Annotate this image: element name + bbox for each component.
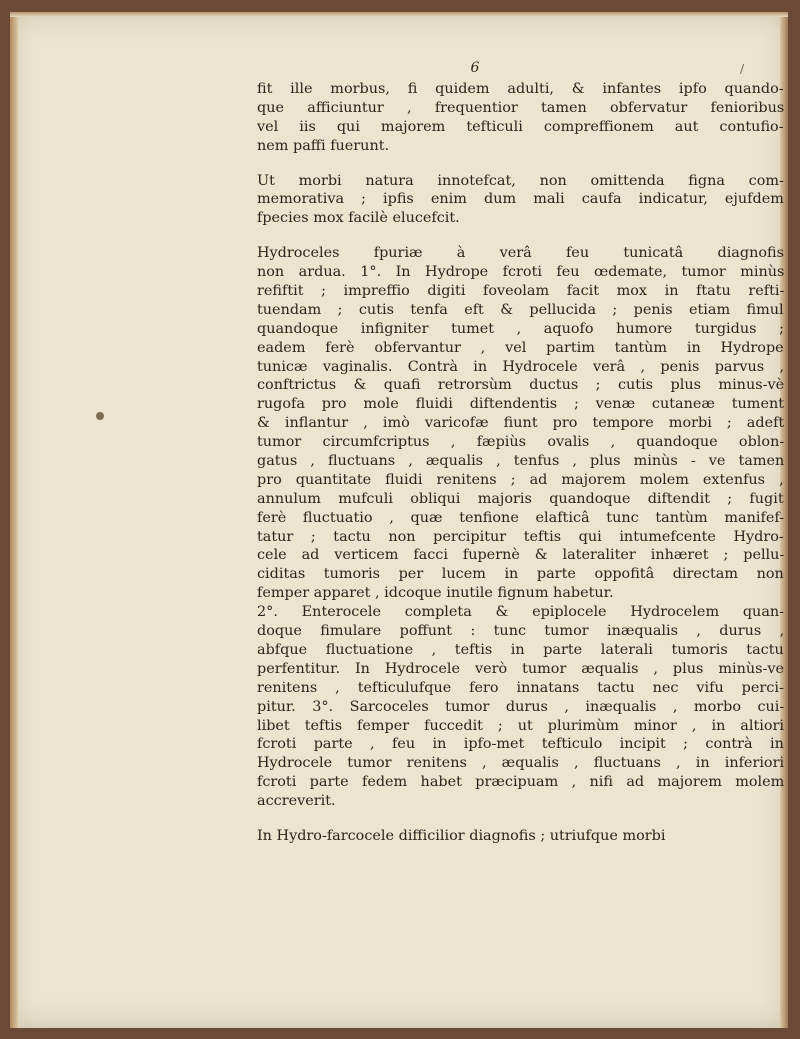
text-line: ciditas tumoris per lucem in parte oppofitâ directam non	[257, 566, 784, 583]
page-left-edge	[10, 12, 18, 1028]
text-line: non ardua. 1°. In Hydrope fcroti feu œdemate, tumor minùs	[257, 264, 784, 281]
text-line: 2°. Enterocele completa & epiplocele Hydrocelem quan-	[257, 604, 784, 621]
text-line: Ut morbi natura innotefcat, non omittenda figna com-	[257, 172, 784, 189]
text-line: renitens , tefticulufque fero innatans tactu nec vifu perci-	[257, 679, 784, 696]
text-line: Hydrocele tumor renitens , æqualis , fluctuans , in inferiori	[257, 755, 784, 772]
body-text	[257, 80, 784, 846]
text-line: doque fimulare poffunt : tunc tumor inæqualis , durus ,	[257, 623, 784, 640]
text-line: conftrictus & quafi retrorsùm ductus ; cutis plus minus-vè	[257, 377, 784, 394]
text-line: que afficiuntur , frequentior tamen obfervatur fenioribus	[257, 99, 784, 116]
text-line: fcroti parte , feu in ipfo-met tefticulo incipit ; contrà in	[257, 736, 784, 753]
text-line: tunicæ vaginalis. Contrà in Hydrocele verâ , penis parvus ,	[257, 358, 784, 375]
text-line: perfentitur. In Hydrocele verò tumor æqualis , plus minùs-ve	[257, 660, 784, 677]
text-line: nem paffi fuerunt.	[257, 137, 390, 154]
page-number: 6	[470, 60, 480, 76]
paragraph-gap	[257, 811, 784, 827]
text-line: vel iis qui majorem tefticuli compreffionem aut contufio-	[257, 118, 784, 135]
text-line: fpecies mox facilè elucefcit.	[257, 210, 460, 227]
text-line: memorativa ; ipfis enim dum mali caufa indicatur, ejufdem	[257, 191, 784, 208]
ink-blot	[96, 412, 104, 420]
text-line: libet teftis femper fuccedit ; ut plurimùm minor , in altiori	[257, 717, 784, 734]
text-line: abfque fluctuatione , teftis in parte laterali tumoris tactu	[257, 641, 784, 658]
text-line: annulum mufculi obliqui majoris quandoque diftendit ; fugit	[257, 490, 784, 507]
text-line: refiftit ; impreffio digiti foveolam facit mox in ftatu refti-	[257, 283, 784, 300]
text-line: In Hydro-farcocele difficilior diagnofis ; utriufque morbi	[257, 827, 666, 844]
text-line: fcroti parte fedem habet præcipuam , nifi ad majorem molem	[257, 774, 784, 791]
text-line: tuendam ; cutis tenfa eft & pellucida ; penis etiam fimul	[257, 301, 784, 318]
text-line: tatur ; tactu non percipitur teftis qui intumefcente Hydro-	[257, 528, 784, 545]
text-line: accreverit.	[257, 793, 336, 810]
text-line: fit ille morbus, fi quidem adulti, & infantes ipfo quando-	[257, 81, 784, 97]
text-line: ferè fluctuatio , quæ tenfione elafticâ tunc tantùm manifef-	[257, 509, 784, 526]
text-line: rugofa pro mole fluidi diftendentis ; venæ cutaneæ tument	[257, 396, 784, 413]
text-line: quandoque infigniter tumet , aquofo humore turgidus ;	[257, 320, 784, 337]
paragraph-gap	[257, 228, 784, 244]
text-line: gatus , fluctuans , æqualis , tenfus , plus minùs - ve tamen	[257, 453, 784, 470]
text-line: tumor circumfcriptus , fæpiùs ovalis , quandoque oblon-	[257, 434, 784, 451]
page-top-edge	[10, 12, 788, 17]
margin-mark: /	[740, 62, 745, 76]
text-line: pitur. 3°. Sarcoceles tumor durus , inæqualis , morbo cui-	[257, 698, 784, 715]
text-line: Hydroceles fpuriæ à verâ feu tunicatâ diagnofis	[257, 245, 784, 262]
paragraph-gap	[257, 156, 784, 172]
text-line: eadem ferè obfervantur , vel partim tantùm in Hydrope	[257, 339, 784, 356]
text-line: & inflantur , imò varicofæ fiunt pro tempore morbi ; adeft	[257, 415, 784, 432]
text-line: pro quantitate fluidi renitens ; ad majorem molem extenfus ,	[257, 471, 784, 488]
text-line: femper apparet , idcoque inutile fignum habetur.	[257, 585, 614, 602]
text-line: cele ad verticem facci fupernè & lateraliter inhæret ; pellu-	[257, 547, 784, 564]
